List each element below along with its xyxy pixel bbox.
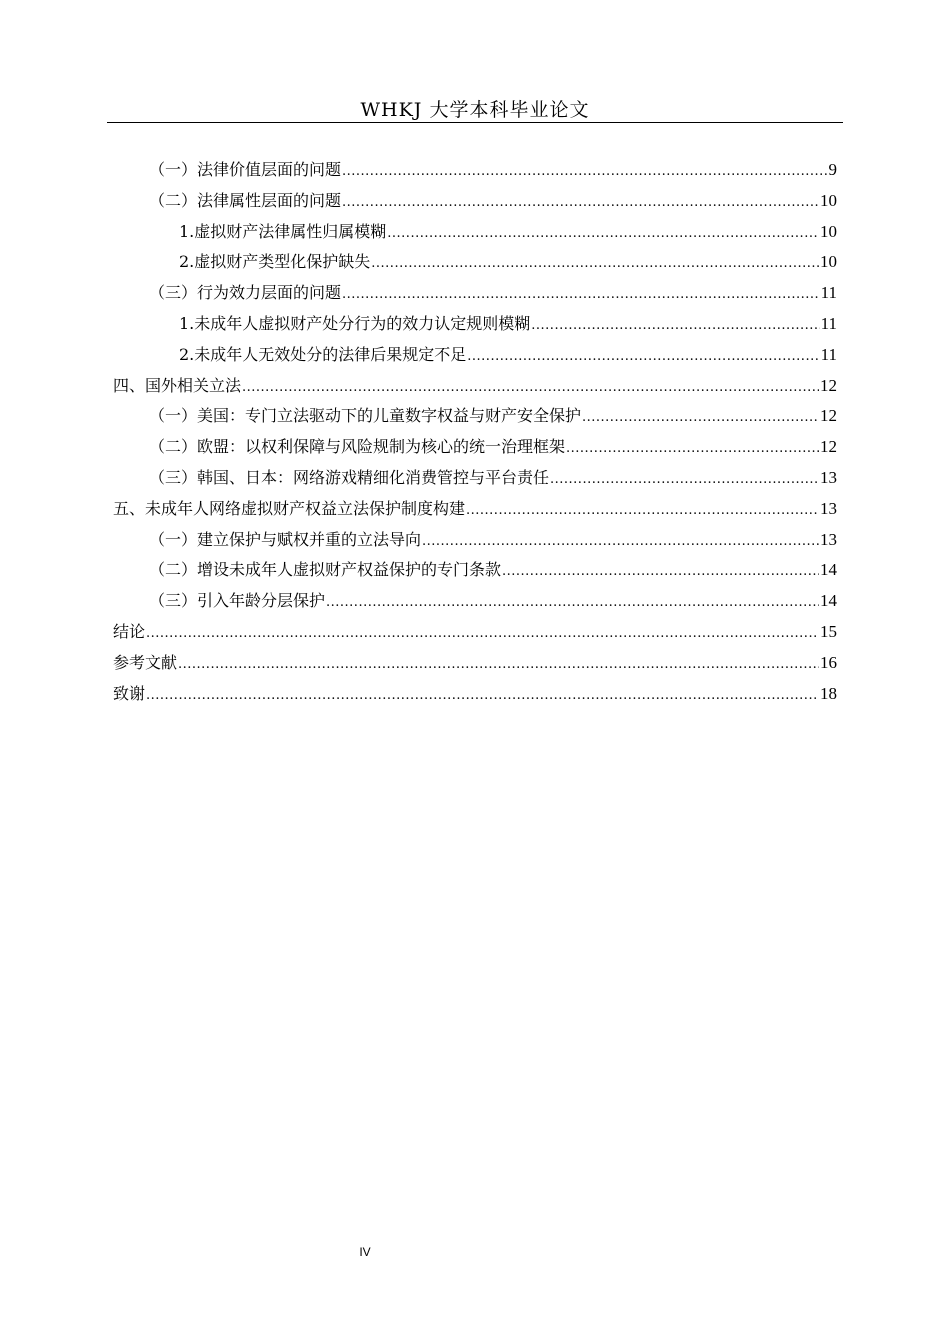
toc-entry[interactable] xyxy=(113,679,837,710)
toc-entry[interactable] xyxy=(113,371,837,402)
table-of-contents xyxy=(113,155,837,709)
toc-dot-leader xyxy=(342,188,819,219)
toc-entry[interactable] xyxy=(113,217,837,248)
toc-dot-leader xyxy=(387,219,819,250)
toc-entry-page: 12 xyxy=(820,406,837,426)
toc-entry-page: 11 xyxy=(820,283,837,303)
toc-entry[interactable] xyxy=(113,247,837,278)
toc-entry-page: 10 xyxy=(820,252,837,272)
toc-entry-page: 11 xyxy=(820,344,837,364)
toc-dot-leader xyxy=(242,373,819,404)
toc-entry-page: 14 xyxy=(820,591,837,611)
toc-entry-title: 1.虚拟财产法律属性归属模糊 xyxy=(179,221,387,241)
toc-dot-leader xyxy=(467,342,819,373)
toc-entry-page: 13 xyxy=(820,467,837,487)
toc-entry-page: 11 xyxy=(820,313,837,333)
toc-dot-leader xyxy=(550,465,819,496)
toc-entry-page: 14 xyxy=(820,560,837,580)
toc-entry-page: 9 xyxy=(828,160,837,179)
toc-entry-page: 12 xyxy=(820,437,837,457)
toc-entry-title: 2.虚拟财产类型化保护缺失 xyxy=(179,252,371,272)
toc-dot-leader xyxy=(502,557,819,588)
toc-entry[interactable] xyxy=(113,278,837,309)
toc-entry[interactable] xyxy=(113,309,837,340)
toc-dot-leader xyxy=(342,157,827,188)
toc-dot-leader xyxy=(466,496,819,527)
page-number: IV xyxy=(359,1245,371,1259)
toc-entry[interactable] xyxy=(113,432,837,463)
toc-entry-title: 1.未成年人虚拟财产处分行为的效力认定规则模糊 xyxy=(179,313,531,333)
header-rule xyxy=(107,122,843,123)
toc-entry-page: 15 xyxy=(820,621,837,641)
toc-entry-title: 参考文献 xyxy=(113,652,178,672)
toc-entry-page: 12 xyxy=(820,375,837,395)
toc-dot-leader xyxy=(146,619,819,650)
toc-entry[interactable] xyxy=(113,463,837,494)
toc-entry-title: （三）引入年龄分层保护 xyxy=(149,591,326,611)
toc-entry-title: （三）行为效力层面的问题 xyxy=(149,283,342,303)
page-header-title: WHKJ 大学本科毕业论文 xyxy=(360,99,590,121)
toc-entry-title: （一）法律价值层面的问题 xyxy=(149,160,342,179)
toc-dot-leader xyxy=(178,650,819,681)
toc-entry-title: （一）建立保护与赋权并重的立法导向 xyxy=(149,529,422,549)
toc-dot-leader xyxy=(531,311,819,342)
toc-entry[interactable] xyxy=(113,617,837,648)
toc-entry-title: 四、国外相关立法 xyxy=(113,375,242,395)
toc-entry-title: （二）欧盟：以权利保障与风险规制为核心的统一治理框架 xyxy=(149,437,566,457)
toc-entry[interactable] xyxy=(113,555,837,586)
toc-entry-title: （二）增设未成年人虚拟财产权益保护的专门条款 xyxy=(149,560,502,580)
toc-entry[interactable] xyxy=(113,155,837,186)
toc-entry-title: （一）美国：专门立法驱动下的儿童数字权益与财产安全保护 xyxy=(149,406,582,426)
toc-entry-page: 10 xyxy=(820,190,837,210)
toc-entry[interactable] xyxy=(113,186,837,217)
toc-entry[interactable] xyxy=(113,340,837,371)
toc-entry-title: 五、未成年人网络虚拟财产权益立法保护制度构建 xyxy=(113,498,466,518)
toc-entry[interactable] xyxy=(113,586,837,617)
toc-entry-title: （二）法律属性层面的问题 xyxy=(149,190,342,210)
toc-dot-leader xyxy=(146,681,819,712)
toc-entry-page: 18 xyxy=(820,683,837,703)
toc-entry-page: 10 xyxy=(820,221,837,241)
toc-dot-leader xyxy=(582,403,819,434)
toc-entry[interactable] xyxy=(113,525,837,556)
toc-entry-page: 13 xyxy=(820,529,837,549)
toc-entry-page: 16 xyxy=(820,652,837,672)
toc-entry-page: 13 xyxy=(820,498,837,518)
toc-entry[interactable] xyxy=(113,401,837,432)
toc-entry-title: 致谢 xyxy=(113,683,146,703)
toc-entry-title: 2.未成年人无效处分的法律后果规定不足 xyxy=(179,344,467,364)
toc-entry-title: 结论 xyxy=(113,621,146,641)
toc-dot-leader xyxy=(422,527,819,558)
toc-entry-title: （三）韩国、日本：网络游戏精细化消费管控与平台责任 xyxy=(149,467,550,487)
toc-dot-leader xyxy=(566,434,819,465)
toc-entry[interactable] xyxy=(113,648,837,679)
toc-dot-leader xyxy=(371,249,819,280)
toc-entry[interactable] xyxy=(113,494,837,525)
toc-dot-leader xyxy=(326,588,819,619)
toc-dot-leader xyxy=(342,280,820,311)
